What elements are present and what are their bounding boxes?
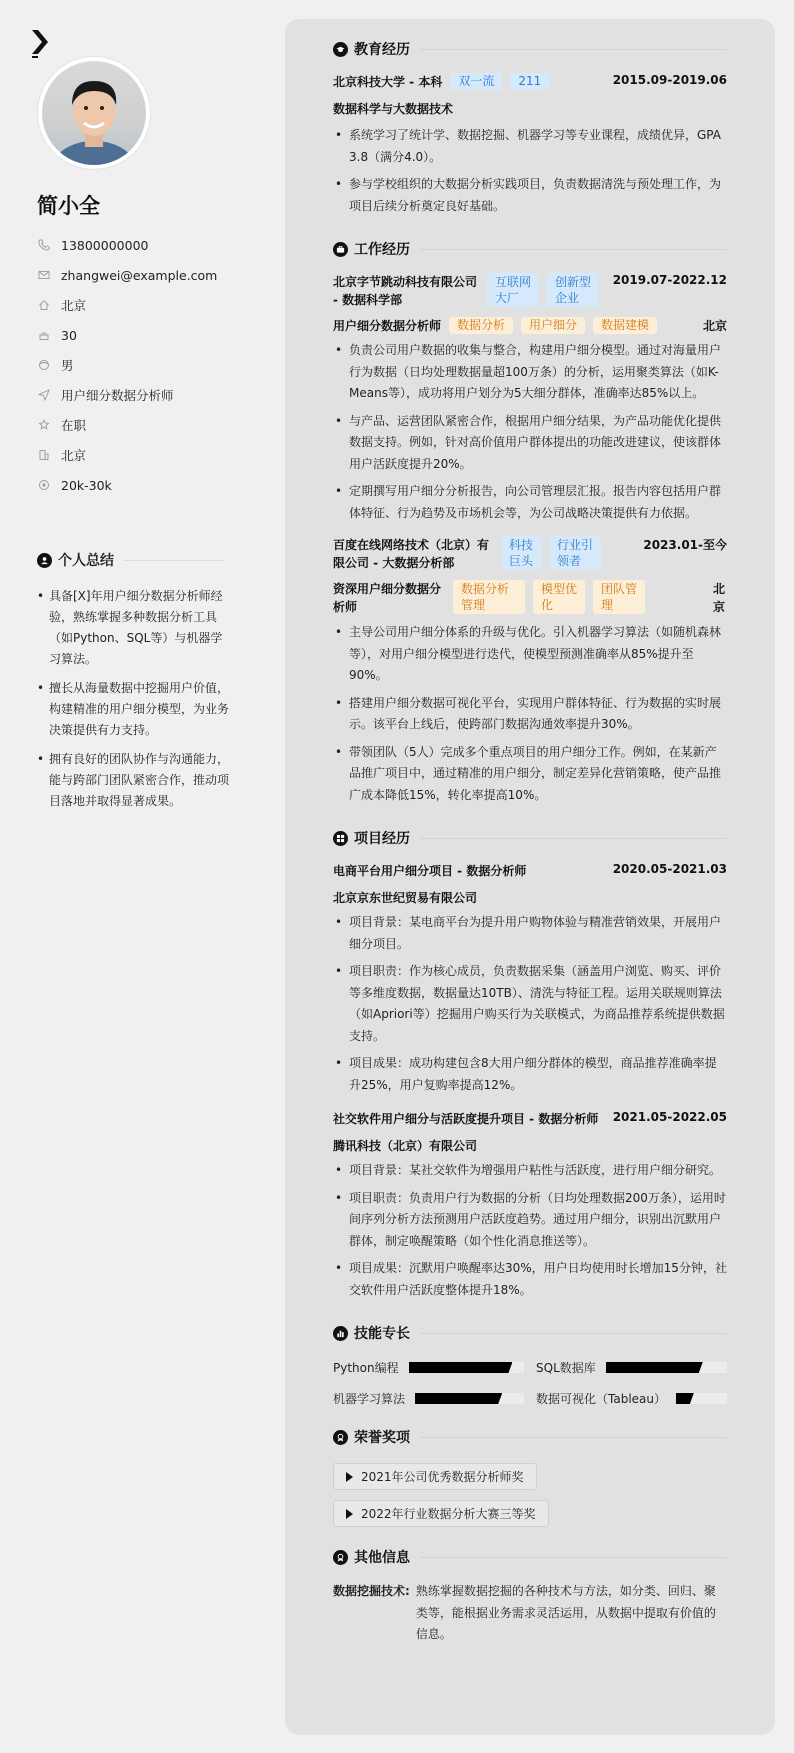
other-section-title (333, 1547, 727, 1567)
work-section-title (333, 239, 727, 259)
section-title: 工作经历 (354, 242, 410, 258)
position-row (37, 380, 217, 410)
phone-icon (37, 238, 51, 252)
project-company: 腾讯科技（北京）有限公司 (333, 1139, 478, 1153)
role-name: 资深用户细分数据分析师 (333, 582, 442, 614)
cake-icon (37, 328, 51, 342)
award-icon (333, 1430, 348, 1445)
gender-icon (37, 358, 51, 372)
other-key: 数据挖掘技术: (333, 1584, 410, 1598)
contact-info (37, 230, 217, 500)
skill-item (333, 1390, 524, 1407)
location-row (37, 290, 217, 320)
skill-name: Python编程 (333, 1361, 399, 1375)
job-header (333, 536, 727, 572)
age-row (37, 320, 217, 350)
job-city: 北京 (713, 582, 726, 614)
project-header (333, 1110, 727, 1127)
skill-bar (415, 1393, 524, 1404)
avatar (38, 57, 150, 169)
summary-list (37, 586, 229, 820)
tag: 数据建模 (593, 317, 657, 334)
skill-item (536, 1359, 727, 1376)
list-item: • 参与学校组织的大数据分析实践项目，负责数据清洗与预处理工作，为项目后续分析奠定良好基础。 (333, 174, 727, 217)
position-text: 用户细分数据分析师 (61, 388, 174, 403)
list-item: • 项目职责：负责用户行为数据的分析（日均处理数据200万条），运用时间序列分析方法预测用户活跃度趋势。通过用户细分，识别出沉默用户群体，制定唤醒策略（如个性化消息推送等）。 (333, 1188, 727, 1253)
role-header (333, 317, 727, 334)
location-text: 北京 (61, 298, 87, 313)
other-value: 熟练掌握数据挖掘的各种技术与方法，如分类、回归、聚类等，能根据业务需求灵活运用，从数据中提取有价值的信息。 (415, 1584, 716, 1641)
award-badge (333, 1500, 549, 1527)
other-info (333, 1581, 727, 1646)
skill-item (536, 1390, 727, 1407)
list-item: • 项目成果：成功构建包含8大用户细分群体的模型，商品推荐准确率提升25%，用户复购率提高12%。 (333, 1053, 727, 1096)
job-period: 2023.01-至今 (643, 538, 727, 552)
section-title: 项目经历 (354, 831, 410, 847)
list-item: • 系统学习了统计学、数据挖掘、机器学习等专业课程，成绩优异，GPA 3.8（满分4.0）。 (333, 125, 727, 168)
list-item: • 负责公司用户数据的收集与整合，构建用户细分模型。通过对海量用户行为数据（日均处理数据量超100万条）的分析，运用聚类算法（如K-Means等），成功将用户划分为5大细分群体，准确率达85%以上。 (333, 340, 727, 405)
tag: 数据分析管理 (453, 580, 525, 614)
list-item: • 项目背景：某电商平台为提升用户购物体验与精准营销效果，开展用户细分项目。 (333, 912, 727, 955)
projects-section-title (333, 828, 727, 848)
awards-section-title (333, 1427, 727, 1447)
project-name: 电商平台用户细分项目 - 数据分析师 (333, 864, 527, 878)
list-item: • 项目背景：某社交软件为增强用户粘性与活跃度，进行用户细分研究。 (333, 1160, 727, 1182)
company-name: 北京字节跳动科技有限公司 - 数据科学部 (333, 275, 478, 307)
bar-chart-icon (333, 1326, 348, 1341)
skill-bar (606, 1362, 727, 1373)
tag: 互联网大厂 (487, 273, 539, 307)
skill-level-fill (606, 1362, 703, 1373)
home-icon (37, 298, 51, 312)
education-header (333, 73, 727, 90)
skill-level-fill (676, 1393, 694, 1404)
job-list (333, 622, 727, 806)
graduation-cap-icon (333, 42, 348, 57)
section-title: 技能专长 (354, 1326, 410, 1342)
major: 数据科学与大数据技术 (333, 102, 454, 116)
award-badge (333, 1463, 537, 1490)
triangle-icon (346, 1472, 353, 1482)
award-item (333, 1463, 727, 1490)
role-header (333, 580, 727, 616)
target-city-row (37, 440, 217, 470)
tag: 211 (510, 73, 549, 90)
info-icon (333, 1550, 348, 1565)
project-period: 2021.05-2022.05 (612, 1110, 727, 1124)
candidate-name: 简小全 (37, 194, 100, 218)
skills-grid (333, 1359, 727, 1407)
award-text: 2022年行业数据分析大赛三等奖 (361, 1507, 536, 1521)
coin-icon (37, 478, 51, 492)
project-header (333, 862, 727, 879)
summary-section-title (37, 550, 225, 570)
project-list (333, 912, 727, 1096)
phone-row (37, 230, 217, 260)
section-title: 教育经历 (354, 42, 410, 58)
skill-bar (409, 1362, 524, 1373)
avatar-photo-icon (42, 61, 146, 165)
school-name: 北京科技大学 - 本科 (333, 75, 443, 89)
project-list (333, 1160, 727, 1301)
list-item: • 搭建用户细分数据可视化平台，实现用户群体特征、行为数据的实时展示。该平台上线后，使跨部门数据沟通效率提升30%。 (333, 693, 727, 736)
tag: 模型优化 (533, 580, 585, 614)
tag: 团队管理 (593, 580, 645, 614)
briefcase-icon (333, 242, 348, 257)
skill-name: 数据可视化（Tableau） (536, 1392, 666, 1406)
project-company: 北京京东世纪贸易有限公司 (333, 891, 478, 905)
role-name: 用户细分数据分析师 (333, 319, 442, 333)
user-icon (37, 553, 52, 568)
status-row (37, 410, 217, 440)
skill-item (333, 1359, 524, 1376)
job-list (333, 340, 727, 524)
skill-name: 机器学习算法 (333, 1392, 406, 1406)
sidebar (0, 0, 285, 1753)
education-period: 2015.09-2019.06 (612, 73, 727, 87)
skill-name: SQL数据库 (536, 1361, 596, 1375)
list-item: • 项目成果：沉默用户唤醒率达30%，用户日均使用时长增加15分钟，社交软件用户活跃度整体提升18%。 (333, 1258, 727, 1301)
job-period: 2019.07-2022.12 (612, 273, 727, 287)
education-section-title (333, 39, 727, 59)
project-name: 社交软件用户细分与活跃度提升项目 - 数据分析师 (333, 1112, 599, 1126)
skill-bar (676, 1393, 727, 1404)
triangle-icon (346, 1509, 353, 1519)
status-icon (37, 418, 51, 432)
gender-row (37, 350, 217, 380)
grid-icon (333, 831, 348, 846)
list-item: • 项目职责：作为核心成员，负责数据采集（涵盖用户浏览、购买、评价等多维度数据，数据量达10TB）、清洗与特征工程。运用关联规则算法（如Apriori等）挖掘用户购买行为关联模式，为商品推荐系统提供数据支持。 (333, 961, 727, 1047)
building-icon (37, 448, 51, 462)
tag: 双一流 (450, 73, 502, 90)
salary-text: 20k-30k (61, 477, 112, 493)
brand-logo-icon (32, 30, 52, 60)
status-text: 在职 (61, 418, 87, 433)
list-item: • 擅长从海量数据中挖掘用户价值，构建精准的用户细分模型，为业务决策提供有力支持。 (37, 678, 229, 741)
email-text: zhangwei@example.com (61, 267, 218, 283)
skills-section-title (333, 1323, 727, 1343)
tag: 用户细分 (521, 317, 585, 334)
age-text: 30 (61, 327, 77, 343)
salary-row (37, 470, 217, 500)
award-item (333, 1500, 727, 1527)
list-item: • 主导公司用户细分体系的升级与优化。引入机器学习算法（如随机森林等），对用户细分模型进行迭代，使模型预测准确率从85%提升至90%。 (333, 622, 727, 687)
skill-level-fill (409, 1362, 513, 1373)
tag: 数据分析 (449, 317, 513, 334)
company-name: 百度在线网络技术（北京）有限公司 - 大数据分析部 (333, 538, 490, 570)
job-header (333, 273, 727, 309)
award-text: 2021年公司优秀数据分析师奖 (361, 1470, 524, 1484)
section-title: 荣誉奖项 (354, 1430, 410, 1446)
section-title: 其他信息 (354, 1550, 410, 1566)
job-city: 北京 (702, 319, 727, 333)
list-item: • 拥有良好的团队协作与沟通能力，能与跨部门团队紧密合作，推动项目落地并取得显著成果。 (37, 749, 229, 812)
list-item: • 定期撰写用户细分分析报告，向公司管理层汇报。报告内容包括用户群体特征、行为趋势及市场机会等，为公司战略决策提供有力依据。 (333, 481, 727, 524)
send-icon (37, 388, 51, 402)
skill-level-fill (415, 1393, 502, 1404)
tag: 创新型企业 (547, 273, 599, 307)
list-item: • 与产品、运营团队紧密合作，根据用户细分结果，为产品功能优化提供数据支持。例如，针对高价值用户群体提出的功能改进建议，使该群体用户活跃度提升20%。 (333, 411, 727, 476)
phone-text: 13800000000 (61, 237, 149, 253)
list-item: • 带领团队（5人）完成多个重点项目的用户细分工作。例如，在某新产品推广项目中，通过精准的用户细分，制定差异化营销策略，使产品推广成本降低15%，转化率提高10%。 (333, 742, 727, 807)
summary-title: 个人总结 (58, 553, 114, 569)
target-city-text: 北京 (61, 448, 87, 463)
tag: 行业引领者 (549, 536, 601, 570)
email-row (37, 260, 217, 290)
mail-icon (37, 268, 51, 282)
main-panel (285, 19, 775, 1735)
tag: 科技巨头 (501, 536, 541, 570)
list-item: • 具备[X]年用户细分数据分析师经验，熟练掌握多种数据分析工具（如Python、SQL等）与机器学习算法。 (37, 586, 229, 670)
project-period: 2020.05-2021.03 (612, 862, 727, 876)
education-list (333, 125, 727, 217)
gender-text: 男 (61, 358, 74, 373)
